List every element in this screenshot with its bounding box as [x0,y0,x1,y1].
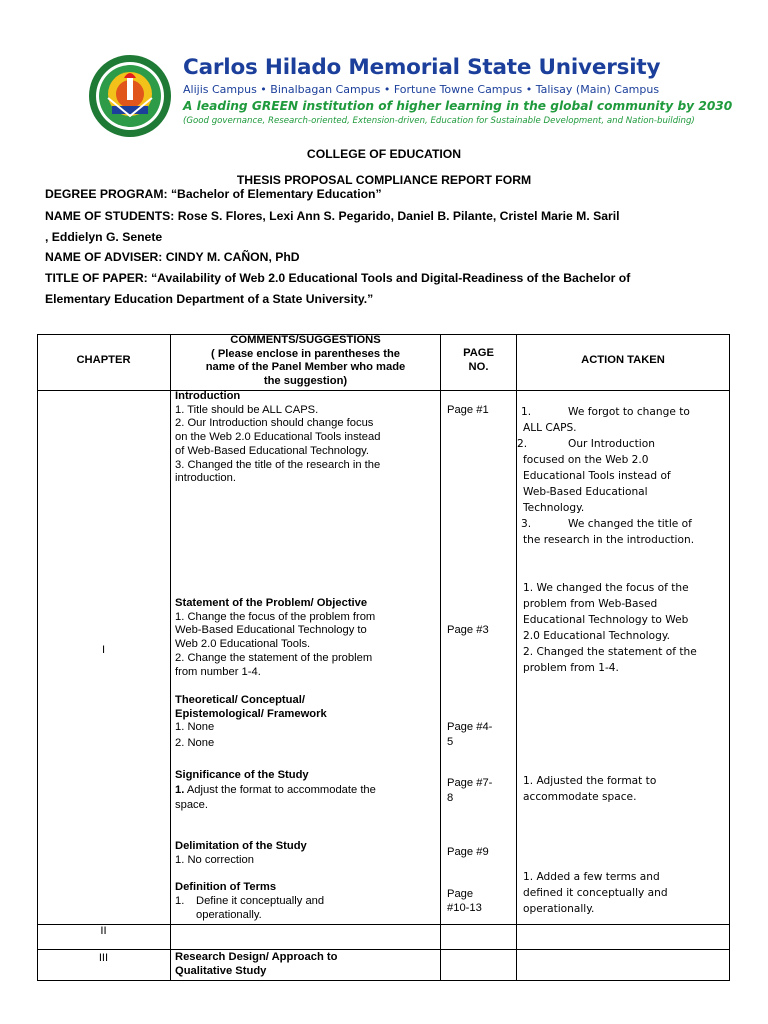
framework-comment-line: 2. None [175,737,215,749]
definition-action-line: 1. Added a few terms and [523,871,660,883]
header-comments-line2: ( Please enclose in parentheses the [210,347,401,360]
university-name: Carlos Hilado Memorial State University [183,55,661,80]
research-design-heading-line1: Research Design/ Approach to [175,951,338,963]
significance-page-no: Page #7- [447,777,493,789]
sop-action-line: Educational Technology to Web [523,614,689,626]
intro-comment-line: 2. Our Introduction should change focus [175,417,374,430]
sop-action-line: problem from 1-4. [523,662,619,674]
university-subtagline: (Good governance, Research-oriented, Extension-driven, Education for Sustainable Development, and Nation-building) [183,116,695,126]
definition-comment-line: operationally. [196,909,262,921]
chapter-1-label: I [101,644,106,656]
header-comments-line3: name of the Panel Member who made [205,361,406,374]
intro-heading: Introduction [175,390,241,402]
chapter-2-label: II [100,925,107,937]
definition-page-no-cont: #10-13 [447,902,482,914]
framework-page-no: Page #4- [447,721,493,733]
sop-page-no: Page #3 [447,624,489,636]
sop-heading: Statement of the Problem/ Objective [175,597,368,609]
header-comments-line1: COMMENTS/SUGGESTIONS [230,334,381,346]
header-page-line1: PAGE [463,347,494,359]
delimitation-heading: Delimitation of the Study [175,840,307,852]
header-comments-line4: the suggestion) [263,375,348,388]
intro-action-num: 1. [521,406,532,418]
significance-action-line: 1. Adjusted the format to [523,775,657,787]
chapter-3-label: III [98,952,109,964]
form-title: THESIS PROPOSAL COMPLIANCE REPORT FORM [236,173,532,187]
intro-action-line: Web-Based Educational [523,486,648,498]
header-chapter: CHAPTER [76,354,131,366]
definition-comment-num: 1. [175,895,185,907]
sop-action-line: 2. Changed the statement of the [523,646,697,658]
significance-comment-line: space. [175,799,208,811]
intro-action-line: Educational Tools instead of [523,470,671,482]
sop-comment-line: Web-Based Educational Technology to [175,624,367,637]
college-name: COLLEGE OF EDUCATION [306,147,462,161]
sop-comment-line: 2. Change the statement of the problem [175,651,373,664]
intro-action-line: ALL CAPS. [523,422,577,434]
intro-action-line: Technology. [523,502,585,514]
sop-comment-line: Web 2.0 Educational Tools. [175,638,311,651]
intro-comment-line: introduction. [175,472,236,485]
intro-comment-line: 3. Changed the title of the research in the [175,458,381,471]
university-tagline: A leading GREEN institution of higher learning in the global community by 2030 [183,99,733,113]
framework-comment-line: 1. None [175,721,215,734]
intro-comment-line: of Web-Based Educational Technology. [175,444,370,457]
degree-program: DEGREE PROGRAM: “Bachelor of Elementary Education” [45,187,382,201]
significance-page-no-cont: 8 [447,792,454,804]
intro-action-line: the research in the introduction. [523,534,695,546]
campus-list: Alijis Campus • Binalbagan Campus • Fortune Towne Campus • Talisay (Main) Campus [183,83,660,96]
header-action-taken: ACTION TAKEN [581,354,665,366]
student-names-line1: NAME OF STUDENTS: Rose S. Flores, Lexi Ann S. Pegarido, Daniel B. Pilante, Cristel Marie M. Saril [45,209,620,223]
sop-action-line: problem from Web-Based [523,598,658,610]
framework-page-no-cont: 5 [447,736,454,748]
definition-page-no: Page [447,888,474,900]
significance-heading: Significance of the Study [175,769,309,781]
definition-action-line: defined it conceptually and [523,887,668,899]
intro-action-num: 3. [521,518,532,530]
significance-action-line: accommodate space. [523,791,637,803]
adviser-name: NAME OF ADVISER: CINDY M. CAÑON, PhD [45,250,300,264]
intro-action-num: 2. [517,438,528,450]
paper-title-line2: Elementary Education Department of a State University.” [45,292,374,306]
significance-comment-line: 1. Adjust the format to accommodate the [175,784,376,796]
definition-comment-line: Define it conceptually and [196,895,325,907]
delimitation-page-no: Page #9 [447,846,489,858]
definition-heading: Definition of Terms [175,881,277,893]
sop-comment-line: 1. Change the focus of the problem from [175,610,376,623]
intro-action-line: Our Introduction [568,438,655,450]
sop-action-line: 2.0 Educational Technology. [523,630,670,642]
intro-action-line: We forgot to change to [568,406,690,418]
paper-title-line1: TITLE OF PAPER: “Availability of Web 2.0 Educational Tools and Digital-Readiness of the Bachelor of [45,271,631,285]
framework-heading-line1: Theoretical/ Conceptual/ [175,694,305,706]
sop-action-line: 1. We changed the focus of the [523,582,689,594]
student-names-line2: , Eddielyn G. Senete [45,230,163,244]
definition-action-line: operationally. [523,903,595,915]
university-seal-logo [88,54,172,138]
intro-page-no: Page #1 [447,404,489,416]
intro-comment-line: on the Web 2.0 Educational Tools instead [175,431,381,444]
research-design-heading-line2: Qualitative Study [175,964,267,977]
compliance-table [37,334,730,981]
intro-action-line: focused on the Web 2.0 [523,454,649,466]
delimitation-comment-line: 1. No correction [175,854,254,866]
intro-action-line: We changed the title of [568,518,692,530]
intro-comment-line: 1. Title should be ALL CAPS. [175,403,319,416]
sop-comment-line: from number 1-4. [175,665,261,678]
header-page-line2: NO. [468,361,489,373]
framework-heading-line2: Epistemological/ Framework [175,707,327,720]
